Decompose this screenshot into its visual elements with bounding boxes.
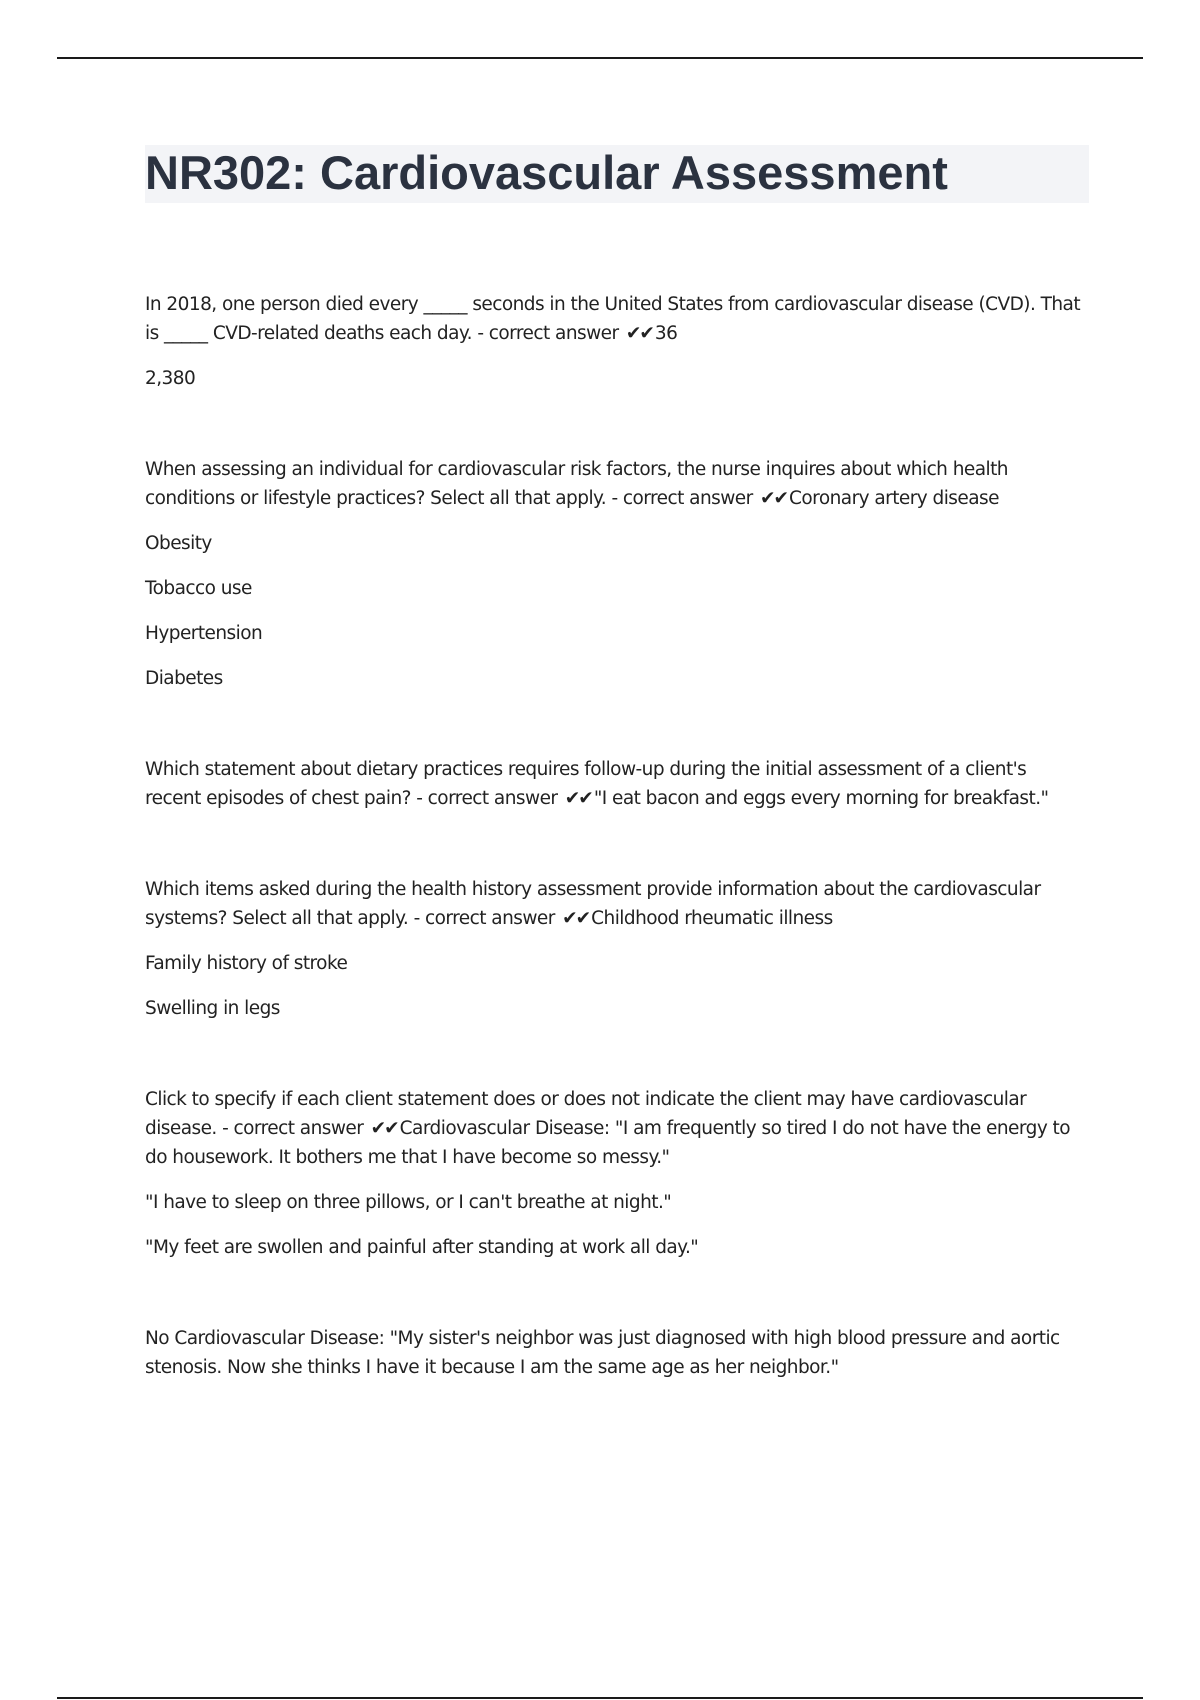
question-prompt: Click to specify if each client statement does or does not indicate the client may have cardiovascular disease. [145, 1089, 1027, 1139]
document-body [145, 290, 1085, 1444]
double-check-icon: ✔✔ [564, 788, 592, 809]
answer-text: Coronary artery disease [789, 488, 999, 509]
answer-line: Swelling in legs [145, 998, 280, 1019]
answer-line: Hypertension [145, 623, 263, 644]
answer-line: Obesity [145, 533, 212, 554]
qa-item-1 [145, 290, 1085, 393]
answer-text: Cardiovascular Disease: "I am frequently so tired I do not have the energy to do housework. It bothers me that I have become so messy." [145, 1118, 1071, 1168]
question-prompt: Which items asked during the health history assessment provide information about the cardiovascular systems? Select all that apply. [145, 879, 1041, 929]
question-text [145, 875, 1085, 933]
answer-line: "My feet are swollen and painful after standing at work all day." [145, 1237, 699, 1258]
question-prompt: When assessing an individual for cardiovascular risk factors, the nurse inquires about which health conditions or lifestyle practices? Select all that apply. [145, 459, 1008, 509]
document-title: NR302: Cardiovascular Assessment [145, 146, 948, 199]
double-check-icon: ✔✔ [760, 488, 788, 509]
qa-item-4 [145, 875, 1085, 1023]
qa-item-3 [145, 755, 1085, 813]
answer-separator: - correct answer [471, 323, 624, 344]
answer-line: "I have to sleep on three pillows, or I can't breathe at night." [145, 1192, 672, 1213]
double-check-icon: ✔✔ [370, 1118, 398, 1139]
answer-text: "I eat bacon and eggs every morning for breakfast." [593, 788, 1049, 809]
answer-line: No Cardiovascular Disease: "My sister's neighbor was just diagnosed with high blood pressure and aortic stenosis. Now she thinks I have it because I am the same age as her neighbor." [145, 1328, 1060, 1378]
answer-separator: - correct answer [216, 1118, 369, 1139]
bottom-horizontal-rule [57, 1697, 1143, 1699]
answer-line: Diabetes [145, 668, 223, 689]
answer-line: Tobacco use [145, 578, 252, 599]
answer-separator: - correct answer [408, 908, 561, 929]
double-check-icon: ✔✔ [562, 908, 590, 929]
answer-line: 2,380 [145, 368, 196, 389]
answer-separator: - correct answer [410, 788, 563, 809]
question-text [145, 1085, 1085, 1172]
question-text [145, 455, 1085, 513]
trailing-answer-block [145, 1324, 1085, 1382]
question-text [145, 290, 1085, 348]
answer-text: Childhood rheumatic illness [591, 908, 833, 929]
qa-item-5 [145, 1085, 1085, 1262]
double-check-icon: ✔✔ [625, 323, 653, 344]
qa-item-2 [145, 455, 1085, 693]
question-prompt: Which statement about dietary practices requires follow-up during the initial assessment of a client's recent episodes of chest pain? [145, 759, 1027, 809]
answer-text: 36 [654, 323, 678, 344]
question-text [145, 755, 1085, 813]
top-horizontal-rule [57, 57, 1143, 59]
answer-line: Family history of stroke [145, 953, 348, 974]
question-prompt: In 2018, one person died every _____ seconds in the United States from cardiovascular disease (CVD). That is _____ CVD-related deaths each day. [145, 294, 1081, 344]
answer-separator: - correct answer [606, 488, 759, 509]
